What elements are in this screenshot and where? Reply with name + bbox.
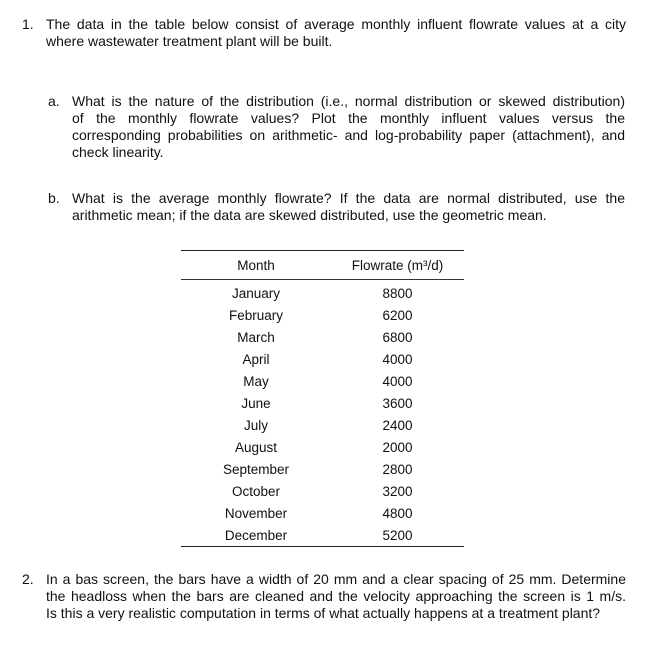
question-1-line: where wastewater treatment plant will be built. [46,33,333,49]
month-cell: June [241,395,271,411]
question-2-number: 2. [22,571,34,587]
month-cell: October [231,483,281,499]
table-row [181,304,464,326]
month-cell: July [243,417,268,433]
table-row [181,392,464,414]
table-row [181,524,464,547]
flowrate-column-header: Flowrate (m³/d) [351,257,444,273]
month-cell: March [237,329,275,345]
table-row [181,414,464,436]
month-cell: August [234,439,278,455]
question-1-line: The data in the table below consist of average monthly influent flowrate values at a city [46,16,626,32]
question-1b [48,190,625,224]
question-2-line: In a bas screen, the bars have a width of 20 mm and a clear spacing of 25 mm. Determine [46,571,626,587]
month-cell: April [242,351,270,367]
question-1b-line: What is the average monthly flowrate? If the data are normal distributed, use the [72,190,625,206]
flowrate-cell: 5200 [382,527,413,543]
month-column-header: Month [237,257,275,273]
flowrate-cell: 2000 [382,439,413,455]
question-1a-line: check linearity. [72,144,164,160]
flowrate-table [181,250,464,547]
month-cell: February [228,307,284,323]
table-row [181,436,464,458]
flowrate-cell: 2800 [382,461,413,477]
flowrate-cell: 2400 [382,417,413,433]
question-1 [22,16,626,50]
question-2 [22,571,626,622]
flowrate-cell: 6200 [382,307,413,323]
question-2-line: Is this a very realistic computation in terms of what actually happens at a treatment plant? [46,605,601,621]
question-1a [48,93,625,161]
table-row [181,280,464,305]
month-cell: November [224,505,288,521]
table-row [181,348,464,370]
table-row [181,458,464,480]
table-row [181,326,464,348]
table-row [181,480,464,502]
question-1a-label: a. [48,93,60,109]
table-row [181,370,464,392]
question-2-line: the headloss when the bars are cleaned and the velocity approaching the screen is 1 m/s. [46,588,626,604]
flowrate-cell: 4800 [382,505,413,521]
table-header-row [181,251,464,280]
month-cell: May [243,373,269,389]
month-cell: September [222,461,290,477]
question-1b-label: b. [48,190,60,206]
question-1-number: 1. [22,16,34,32]
flowrate-cell: 6800 [382,329,413,345]
flowrate-cell: 3200 [382,483,413,499]
question-1a-line: corresponding probabilities on arithmetic- and log-probability paper (attachment), and [72,127,625,143]
flowrate-cell: 8800 [382,285,413,301]
flowrate-cell: 4000 [382,351,413,367]
table-row [181,502,464,524]
flowrate-cell: 4000 [382,373,413,389]
month-cell: December [224,527,288,543]
question-1a-line: What is the nature of the distribution (i.e., normal distribution or skewed distribution) [72,93,625,109]
question-1b-line: arithmetic mean; if the data are skewed distributed, use the geometric mean. [72,207,547,223]
question-1a-line: of the monthly flowrate values? Plot the monthly influent values versus the [72,110,625,126]
flowrate-cell: 3600 [382,395,413,411]
month-cell: January [231,285,281,301]
